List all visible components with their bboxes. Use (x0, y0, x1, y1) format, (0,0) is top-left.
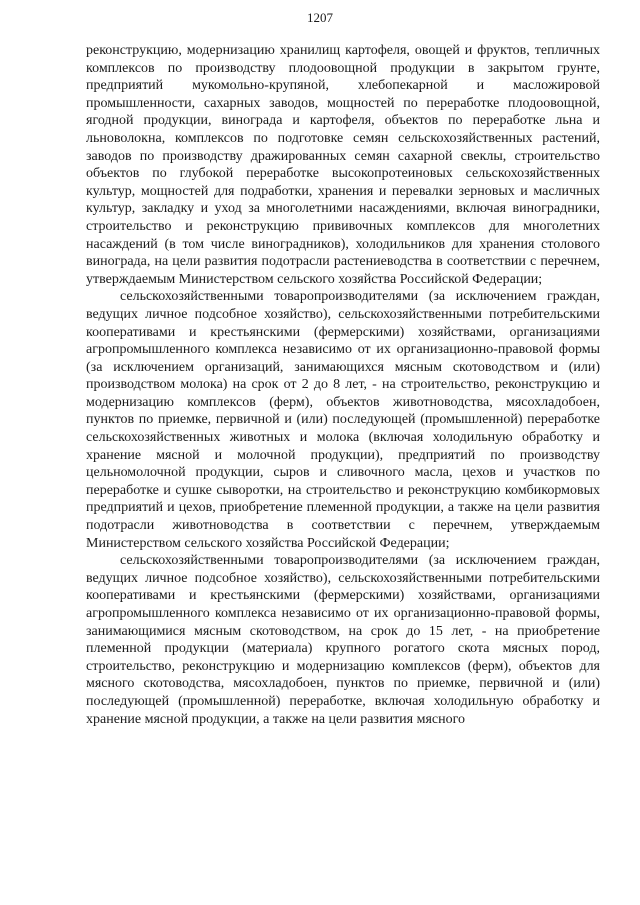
paragraph-livestock-loans: сельскохозяйственными товаропроизводителями (за исключением граждан, ведущих личное подсобное хозяйство), сельскохозяйственными потребительскими кооперативами и крестьянскими (фермерскими) хозяйствами, организациями агропромышленного комплекса независимо от их организационно-правовой формы (за исключением организаций, занимающихся мясным скотоводством и (или) производством молока) на срок от 2 до 8 лет, - на строительство, реконструкцию и модернизацию комплексов (ферм), объектов животноводства, мясохладобоен, пунктов по приемке, первичной и (или) последующей (промышленной) переработке сельскохозяйственных животных и молока (включая холодильную обработку и хранение мясной и молочной продукции), предприятий по производству цельномолочной продукции, сыров и сливочного масла, цехов и участков по переработке и сушке сыворотки, на строительство и реконструкцию комбикормовых предприятий и цехов, приобретение племенной продукции, а также на цели развития подотрасли животноводства в соответствии с перечнем, утверждаемым Министерством сельского хозяйства Российской Федерации; (86, 289, 600, 551)
document-body (86, 42, 600, 728)
paragraph-crop-production-purposes: реконструкцию, модернизацию хранилищ картофеля, овощей и фруктов, тепличных комплексов по производству плодоовощной продукции в закрытом грунте, предприятий мукомольно-крупяной, хлебопекарной и масложировой промышленности, сахарных заводов, мощностей по переработке плодоовощной, ягодной продукции, винограда и картофеля, объектов по переработке льна и льноволокна, комплексов по подготовке семян сельскохозяйственных растений, заводов по производству дражированных семян сахарной свеклы, строительство объектов по глубокой переработке высокопротеиновых сельскохозяйственных культур, мощностей для подработки, хранения и перевалки зерновых и масличных культур, закладку и уход за многолетними насаждениями, включая виноградники, строительство и реконструкцию прививочных комплексов для многолетних насаждений (в том числе виноградников), холодильников для хранения столового винограда, на цели развития подотрасли растениеводства в соответствии с перечнем, утверждаемым Министерством сельского хозяйства Российской Федерации; (86, 43, 600, 287)
paragraph-beef-cattle-loans: сельскохозяйственными товаропроизводителями (за исключением граждан, ведущих личное подсобное хозяйство), сельскохозяйственными потребительскими кооперативами и крестьянскими (фермерскими) хозяйствами, организациями агропромышленного комплекса независимо от их организационно-правовой формы, занимающимися мясным скотоводством, на срок до 15 лет, - на приобретение племенной продукции (материала) крупного рогатого скота мясных пород, строительство, реконструкцию и модернизацию комплексов (ферм), объектов для мясного скотоводства, мясохладобоен, пунктов по приемке, первичной и (или) последующей (промышленной) переработке, включая холодильную обработку и хранение мясной продукции, а также на цели развития мясного (86, 553, 600, 727)
page-number: 1207 (307, 10, 333, 25)
